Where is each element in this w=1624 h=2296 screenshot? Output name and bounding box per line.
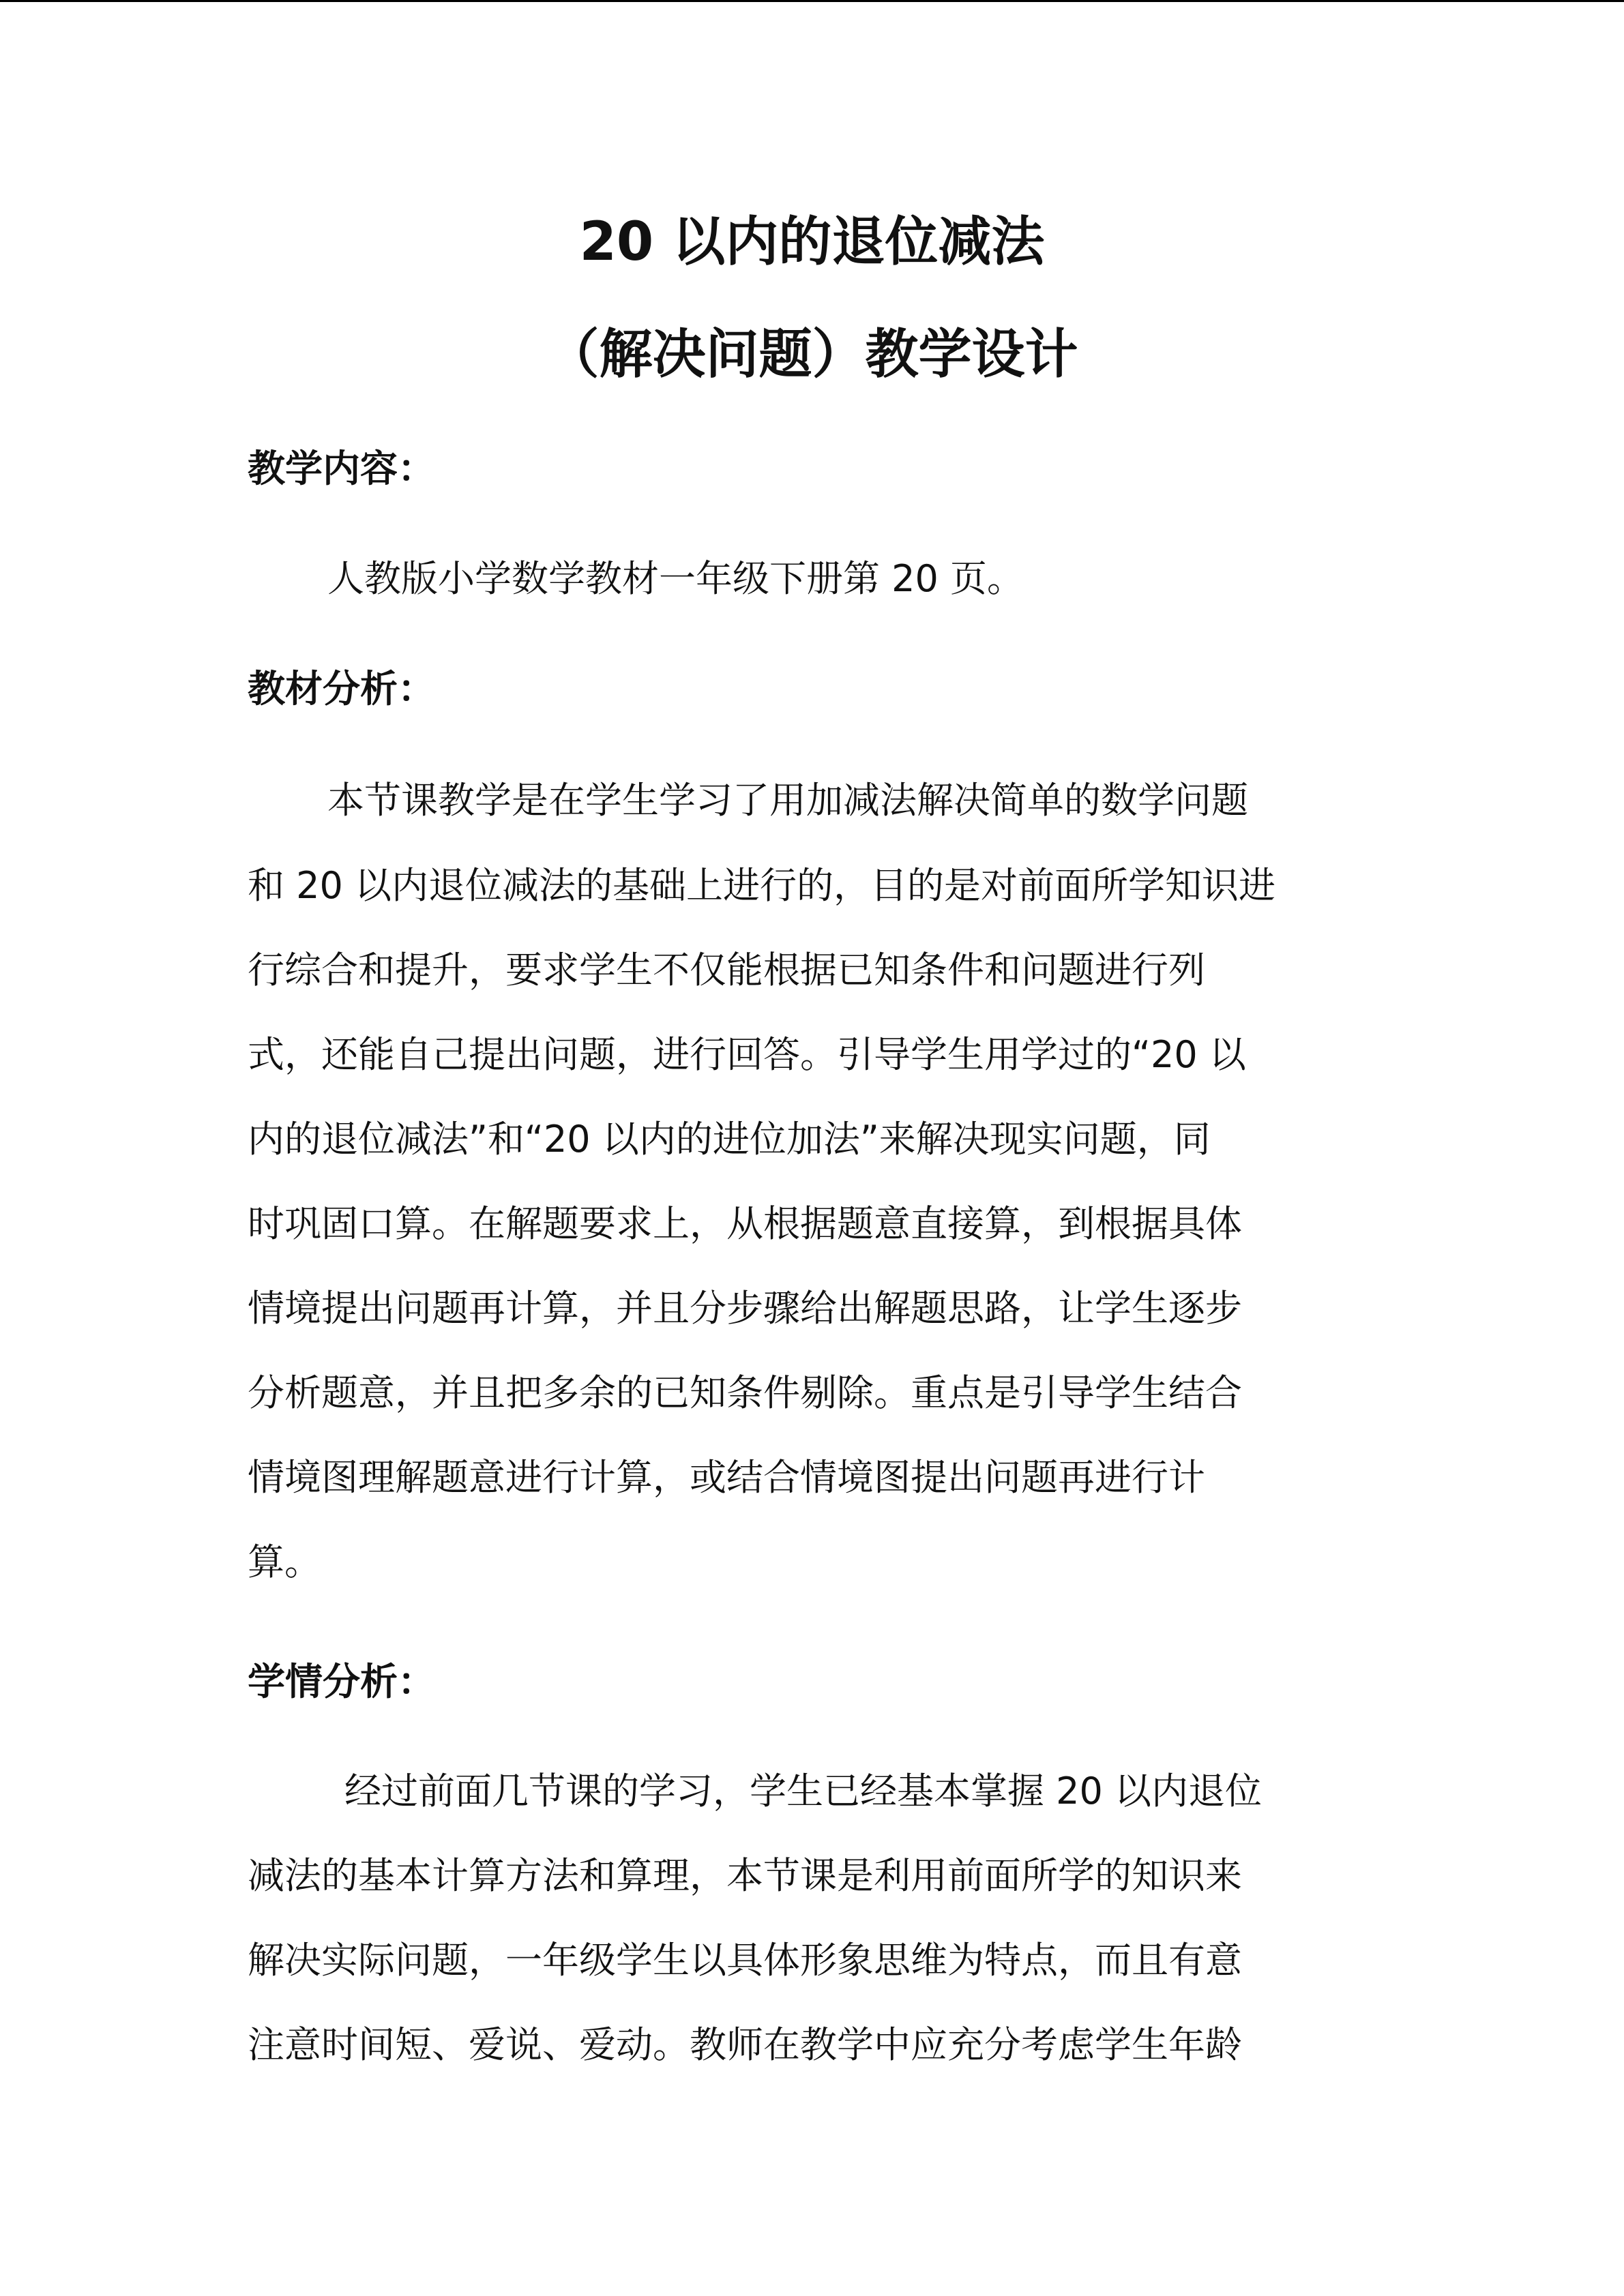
paragraph-line: 算。 — [248, 1540, 321, 1583]
paragraph-line: 内的退位减法”和“20 以内的进位加法”来解决现实问题，同 — [248, 1118, 1211, 1161]
paragraph-line: 和 20 以内退位减法的基础上进行的，目的是对前面所学知识进 — [248, 864, 1276, 907]
paragraph-line: 经过前面几节课的学习，学生已经基本掌握 20 以内退位 — [344, 1770, 1263, 1813]
document-title-line-2: （解决问题）教学设计 — [546, 324, 1078, 385]
paragraph-line: 行综合和提升，要求学生不仅能根据已知条件和问题进行列 — [248, 949, 1205, 992]
section-heading-teaching-content: 教学内容： — [248, 447, 436, 490]
document-title-line-1: 20 以内的退位减法 — [579, 211, 1045, 273]
paragraph-line: 人教版小学数学教材一年级下册第 20 页。 — [327, 557, 1024, 600]
paragraph-line: 注意时间短、爱说、爱动。教师在教学中应充分考虑学生年龄 — [248, 2023, 1242, 2066]
paragraph-line: 式，还能自己提出问题，进行回答。引导学生用学过的“20 以 — [248, 1033, 1246, 1076]
paragraph-line: 分析题意，并且把多余的已知条件剔除。重点是引导学生结合 — [248, 1371, 1242, 1414]
section-heading-textbook-analysis: 教材分析： — [248, 667, 436, 711]
page-top-border — [0, 0, 1624, 2]
paragraph-line: 解决实际问题，一年级学生以具体形象思维为特点，而且有意 — [248, 1939, 1242, 1982]
paragraph-line: 时巩固口算。在解题要求上，从根据题意直接算，到根据具体 — [248, 1202, 1242, 1245]
paragraph-line: 情境图理解题意进行计算，或结合情境图提出问题再进行计 — [248, 1456, 1205, 1499]
paragraph-line: 情境提出问题再计算，并且分步骤给出解题思路，让学生逐步 — [248, 1287, 1242, 1330]
section-heading-student-analysis: 学情分析： — [248, 1660, 436, 1703]
paragraph-line: 本节课教学是在学生学习了用加减法解决简单的数学问题 — [327, 779, 1248, 822]
paragraph-line: 减法的基本计算方法和算理，本节课是利用前面所学的知识来 — [248, 1854, 1242, 1897]
